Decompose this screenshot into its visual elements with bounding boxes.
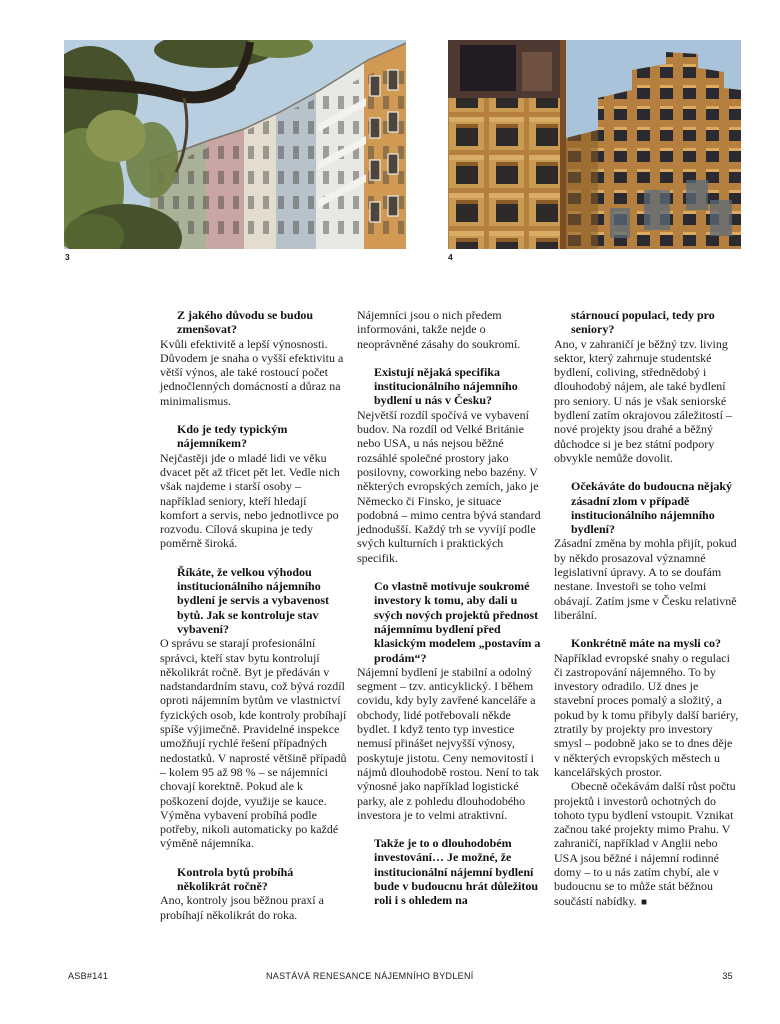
article-column-2	[357, 308, 544, 922]
interview-answer: Obecně očekávám další růst počtu projektů i investorů ochotných do tohoto typu bydlení vstoupit. Vznikat začnou také projekty mimo Prahu. V zahraničí, například v Anglii nebo USA jsou běžné i nájemní rodinné domy – to u nás zatím chybí, ale v budoucnu se to může stát běžnou součástí nabídky. ■	[554, 779, 736, 908]
footer-article-title: NASTÁVÁ RENESANCE NÁJEMNÍHO BYDLENÍ	[266, 971, 474, 981]
interview-answer: Ano, kontroly jsou běžnou praxí a probíhají několikrát do roka.	[160, 893, 324, 922]
page-footer	[0, 971, 780, 985]
interview-answer: Nejčastěji jde o mladé lidi ve věku dvacet pět až třicet pět let. Vedle nich však najdeme i starší osoby – například seniory, kteří hledají komfort a servis, nebo jednotlivce po rozvodu. Cílová skupina je tedy poměrně široká.	[160, 450, 340, 551]
historic-street-illustration	[64, 40, 406, 249]
footer-issue-label: ASB#141	[68, 971, 109, 981]
interview-question: Co vlastně motivuje soukromé investory k tomu, aby dali u svých nových projektů přednost nájemnímu bydlení před klasickým modelem „postavím a prodám“?	[374, 579, 541, 665]
interview-question: Očekáváte do budoucna nějaký zásadní zlom v případě institucionálního nájemního bydlení?	[571, 479, 733, 537]
footer-page-number: 35	[722, 971, 733, 981]
interview-answer: Kvůli efektivitě a lepší výnosnosti. Důvodem je snaha o vyšší efektivitu a větší výnos, ale také rostoucí počet jednočlenných domácností a důraz na minimalismus.	[160, 336, 344, 408]
photo-historic-street	[64, 40, 406, 249]
interview-answer: O správu se starají profesionální správci, kteří stav bytu kontrolují několikrát ročně. Byt je předáván v nadstandardním stavu, což bývá rozdíl oproti nájemním bytům ve vlastnictví fyzických osob, kde kontroly probíhají spíše výjimečně. Pravidelné inspekce umožňují rychlé řešení případných nedostatků. V naprosté většině případů – kolem 95 až 98 % – se nájemníci chovají korektně. Pokud ale k poškození dojde, využije se kauce. Výměna vybavení probíhá podle potřeby, nikoli automaticky po každé výměně nájemníka.	[160, 636, 347, 851]
interview-question: stárnoucí populaci, tedy pro seniory?	[571, 308, 715, 337]
interview-question: Kontrola bytů probíhá několikrát ročně?	[177, 864, 294, 893]
figure-4-label: 4	[448, 252, 453, 262]
article-columns	[160, 308, 741, 922]
interview-answer: Největší rozdíl spočívá ve vybavení budov. Na rozdíl od Velké Británie nebo USA, u nás nejsou běžné rozsáhlé společné prostory jako posilovny, coworking nebo bazény. V některých evropských zemích, jako je Německo či Finsko, je situace podobná – mimo centra bývá standard jednodušší. Každý trh se vyvíjí podle svých kulturních i praktických specifik.	[357, 407, 541, 565]
interview-answer: Nájemní bydlení je stabilní a odolný segment – tzv. anticyklický. I během covidu, kdy byly zavřené kanceláře a obchody, lidé potřebovali někde bydlet. I když tento typ investice nemusí přinášet nejvyšší výnosy, poskytuje jistotu. Ceny nemovitostí i nájmů dlouhodobě rostou. Není to tak výnosné jako například logistické parky, ale z pohledu dlouhodobého investora je to velmi atraktivní.	[357, 664, 539, 822]
interview-question: Konkrétně máte na mysli co?	[571, 636, 721, 651]
article-column-3	[554, 308, 741, 922]
interview-answer: Ano, v zahraničí je běžný tzv. living sektor, který zahrnuje studentské bydlení, coliving, střednědobý i dlouhodobý nájem, ale také bydlení pro seniory. U nás je však seniorské bydlení zatím okrajovou záležitostí – nové projekty jsou drahé a běžný důchodce si je bez státní podpory obvykle nemůže dovolit.	[554, 336, 732, 465]
photo-modern-building	[448, 40, 741, 249]
interview-question: Kdo je tedy typickým nájemníkem?	[177, 422, 288, 451]
interview-question: Říkáte, že velkou výhodou institucionálního nájemního bydlení je servis a vybavenost bytů. Jak se kontroluje stav vybavení?	[177, 564, 330, 636]
interview-answer: Zásadní změna by mohla přijít, pokud by někdo prosazoval významné legislativní úpravy. A to se doufám nestane. Investoři se toho velmi obávají. Zatím jsme v Česku relativně liberální.	[554, 536, 737, 622]
interview-question: Z jakého důvodu se budou zmenšovat?	[177, 308, 314, 337]
end-of-article-marker: ■	[636, 896, 650, 908]
article-column-1	[160, 308, 347, 922]
modern-building-illustration	[448, 40, 741, 249]
interview-question: Takže je to o dlouhodobém investování… Je možné, že institucionální nájemní bydlení bude v budoucnu hrát důležitou roli i s ohledem na	[374, 836, 539, 908]
interview-answer: Nájemníci jsou o nich předem informováni, takže nejde o neoprávněné zásahy do soukromí.	[357, 308, 521, 351]
interview-question: Existují nějaká specifika institucionálního nájemního bydlení u nás v Česku?	[374, 364, 518, 408]
figure-3-label: 3	[65, 252, 70, 262]
interview-answer: Například evropské snahy o regulaci či zastropování nájemného. To by investory odradilo. Už dnes je stavební proces pomalý a složitý, a pokud by k tomu přibyly další bariéry, ztratily by projekty pro investory smysl – podobně jako se to dnes děje v některých evropských městech u kancelářských prostor.	[554, 650, 739, 779]
